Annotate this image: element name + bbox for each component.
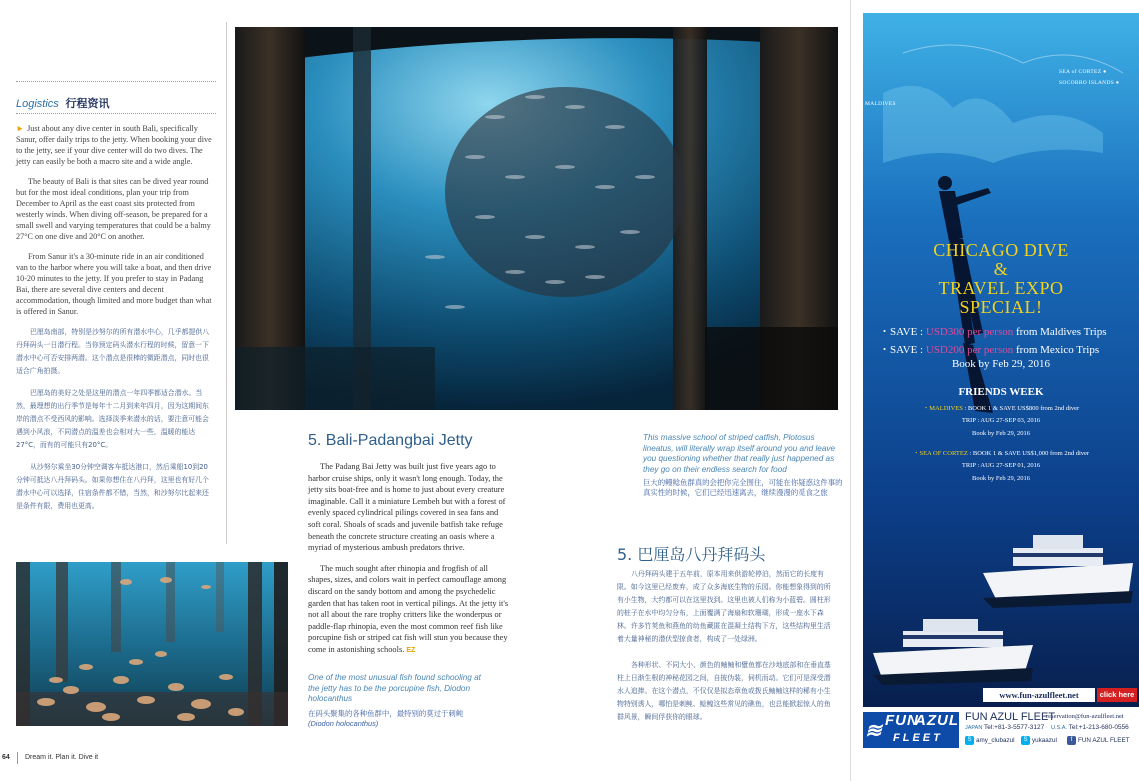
skype-contact-2[interactable]: S yukaazul [1021,736,1057,745]
catfish-caption-en: This massive school of striped catfish, Plotosus lineatus, will literally wrap itself around you and leave you questioning whether that really just happened as they go on their endless search for food [643,433,836,474]
facebook-icon: f [1067,736,1076,745]
article-body-cn [617,568,837,737]
book-by-date: Book by Feb 29, 2016 [951,358,1051,370]
logistics-heading [16,95,110,111]
map-label-cortez: SEA of CORTEZ ● [1059,69,1107,75]
page-number: 64 [2,754,10,761]
friends-maldives-trip: TRIP : AUG 27-SEP 03, 2016 [961,417,1041,424]
article-title-cn: 5. 巴厘岛八丹拜码头 [617,545,766,564]
logistics-label-cn: 行程资讯 [65,97,110,110]
map-label-socorro: SOCORRO ISLANDS ● [1059,80,1120,86]
fun-azul-fleet-ad[interactable] [863,13,1139,707]
usa-phone: U.S.A. Tel:+1-213-680-0556 [1051,724,1129,731]
save-offer-mexico: ・SAVE : USD200 per person from Mexico Trips [879,344,1100,356]
logo-text-azul: AZUL [915,712,959,729]
ad-headline: CHICAGO DIVE & TRAVEL EXPO SPECIAL! [933,240,1069,317]
porcupine-caption-cn: 在码头聚集的各种鱼群中，最特别的莫过于刺鲀 [308,709,464,718]
heading-divider [16,113,216,114]
porcupine-caption-en: One of the most unusual fish found schooling at the jetty has to be the porcupine fish, Diodon holocanthus [308,673,481,703]
brand-name: FUN AZUL FLEET [965,711,1056,723]
footer-separator [17,752,18,764]
logistics-label-en: Logistics [16,98,59,110]
article-paragraph: The Padang Bai Jetty was built just five years ago to harbor cruise ships, only it wasn't long enough. Today, the jetty sits boat-free and is home to just about every creature imaginable. Call it a miniature Lembeh but with a forest of evenly spaced cylindrical pilings covered in sea fans and soft coral. Shoals of scads and juvenile batfish take refuge beneath the concrete structure creating an oasis where a myriad of mysterious ambush predators thrive. [308,462,506,553]
article-paragraph-cn: 八丹拜码头建于五年前，原本用来供游轮停泊，然而它的长度有限。如今这里已经废弃，成了众多海底生物的乐园。你能想象得到的所有小生物，大约都可以在这里找到。这里也被人们称为小蓝碧。圆柱形的桩子在水中均匀分布，上面覆满了海扇和软珊瑚，形成一座水下森林。许多竹荚鱼和燕鱼的幼鱼藏匿在混凝土结构下方，这些结构里生活着大量神秘的潜伏型掠食者，构成了一处绿洲。 [617,570,831,643]
page-gutter [850,0,851,781]
logo-text-fleet: FLEET [893,732,943,744]
logistics-paragraph: ► Just about any dive center in south Bali, specifically Sanur, offer daily trips to the jetty. When booking your dive to the jetty, see if your dive center will do two dives. The jetty can easily be both a macro site and a wide angle. [16,124,212,166]
arrow-icon: ► [16,124,25,133]
skype-contact[interactable]: S amy_clubazul [965,736,1015,745]
porcupine-fish-photo [16,562,288,726]
brand-email[interactable]: reservation@fun-azulfleet.net [1046,713,1124,720]
fun-azul-fleet-logo [863,712,959,748]
porcupine-caption-latin: (Diodon holocanthus) [308,719,379,728]
map-label-maldives: MALDIVES [865,101,896,107]
facebook-contact[interactable]: f FUN AZUL FLEET [1067,736,1130,745]
author-signoff: EZ [406,646,416,654]
click-here-button[interactable]: click here [1097,688,1137,702]
save-offer-maldives: ・SAVE : USD300 per person from Maldives Trips [879,326,1107,338]
skype-icon: S [965,736,974,745]
friends-maldives-book: Book by Feb 29, 2016 [972,430,1030,437]
article-paragraph: The much sought after rhinopia and frogfish of all shapes, sizes, and colors wait in perfect camouflage among discard on the sandy bottom and among the psychedelic garden that has taken root in vertical pilings. At the jetty it's not all about the rare trophy critters like the wonderpus or paddle-flap rhinopia, even the most common reef fish like porcupine fish or striped cat fish will stun you because they come in astonishing schools. EZ [308,563,509,654]
article-title-en: 5. Bali-Padangbai Jetty [308,432,473,449]
logo-text-fun: FUN [885,712,919,729]
friends-cortez-book: Book by Feb 29, 2016 [972,475,1030,482]
friends-cortez-offer: ・SEA OF CORTEZ : BOOK 1 & SAVE US$1,000 from 2nd diver [912,450,1090,457]
logistics-column [16,123,214,522]
website-link[interactable]: www.fun-azulfleet.net [983,688,1095,702]
brand-bar [863,710,1139,750]
logistics-paragraph-cn: 从沙努尔乘坐30分钟空调客车抵达港口，然后乘船10到20分钟可抵达八丹拜码头。如果你想住在八丹拜，这里也有好几个潜水中心可以选择，住宿条件都不错，当然，和沙努尔比起来还是条件有限，费用也更高。 [16,463,209,510]
japan-phone: JAPAN Tel:+81-3-5577-3127 [965,724,1045,731]
article-paragraph-cn: 各种形状、不同大小、颜色的鲉鲉和躄鱼都在沙地底部和在垂直基柱上日渐生根的神秘花园之间，自披伪装，伺机而动。它们可是深受潜水人追捧。在这个潜点，不仅仅是拟态章鱼或拨氏鲉鲉这样的稀有小生物特别诱人，哪怕是刺鲀、鲶鳇这些常见的礁鱼，也总能掀起惊人的鱼群风景，瞬间俘获你的眼球。 [617,661,831,721]
friends-week-title: FRIENDS WEEK [958,386,1044,398]
catfish-caption-cn: 巨大的鳗鲶鱼群真的会把你完全围住，可能在你疑惑这件事的真实性的时候，它们已经迅速离去，继续漫漫的觅食之旅 [643,478,843,497]
skype-icon: S [1021,736,1030,745]
footer-tagline: Dream it. Plan it. Dive it [25,754,99,761]
logistics-paragraph-cn: 巴厘岛的美好之处是这里的潜点一年四季都适合潜水。当然，最理想的出行季节是每年十二月到来年四月，因为这期间东岸的潜点不受西风的影响。选择淡季来潜水的话，要注意可能会遇到小风浪，不同潜点的温差也会相对大一些，温暖的能达27°C，而有的可能只有20°C。 [16,389,209,449]
column-divider [226,22,227,544]
top-divider [16,81,216,82]
logistics-paragraph: From Sanur it's a 30-minute ride in an air conditioned van to the harbor where you will take a boat, and then drive 10-20 minutes to the jetty. If you prefer to stay in Padang Bai, there are several dive centers and decent accommodation, though limited and more budget than what is offered in Sanur. [16,252,212,316]
friends-cortez-trip: TRIP : AUG 27-SEP 01, 2016 [961,462,1041,469]
logistics-paragraph-cn: 巴厘岛南部，特别是沙努尔的所有潜水中心，几乎都提供八丹拜码头一日潜行程。当你预定码头潜水行程的时候，留意一下潜水中心可否安排两潜。这个潜点是很棒的微距潜点，同时也很适合广角拍摄。 [16,328,210,375]
friends-maldives-offer: ・MALDIVES : BOOK 1 & SAVE US$800 from 2nd diver [922,405,1080,412]
article-body-en [308,461,510,666]
wave-icon: ≋ [865,720,882,742]
logistics-paragraph: The beauty of Bali is that sites can be dived year round but for the most ideal conditions, plan your trip from December to April as the east coast sits protected from westerly winds. When diving off-season, be prepared for a small swell and varying temperatures that could be a balmy 27°C on one dive and 20°C on another. [16,177,211,241]
catfish-school-photo [235,27,838,410]
